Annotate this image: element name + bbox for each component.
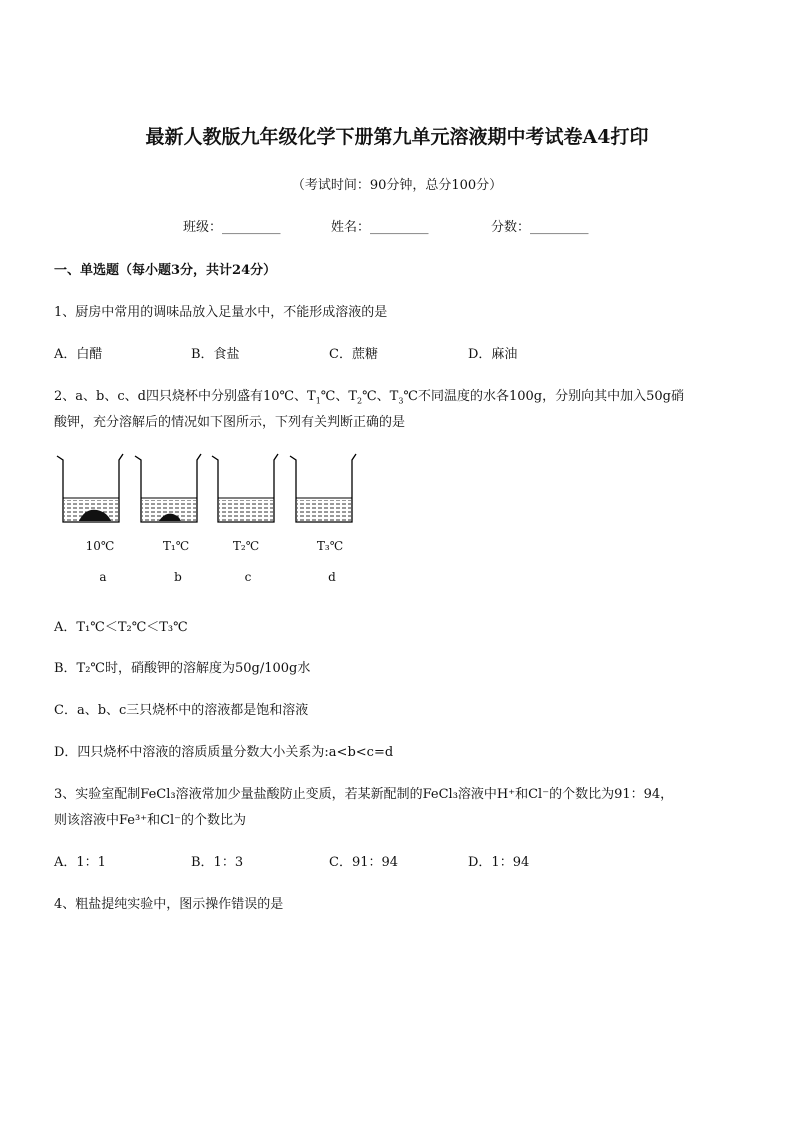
- section-heading: 一、单选题（每小题3分，共计24分）: [54, 263, 277, 278]
- question-4: 4、粗盐提纯实验中，图示操作错误的是: [54, 897, 284, 912]
- q1-option-d: D．麻油: [468, 347, 518, 362]
- beaker-b-letter: b: [174, 570, 182, 584]
- q2-option-d: D．四只烧杯中溶液的溶质质量分数大小关系为:a<b<c=d: [54, 745, 394, 760]
- exam-subtitle: （考试时间：90分钟，总分100分）: [291, 178, 503, 193]
- q1-option-a: A．白醋: [54, 347, 103, 362]
- q2-option-b: B．T₂℃时，硝酸钾的溶解度为50g/100g水: [54, 661, 311, 676]
- beaker-c-letter: c: [244, 570, 252, 584]
- question-2-line-1: 2、a、b、c、d四只烧杯中分别盛有10℃、$T_1℃$、$T_2℃$、$T_3℃$不同温度的水各100g，分别向其中加入50g硝: [54, 389, 684, 406]
- q1-option-b: B．食盐: [191, 347, 240, 362]
- name-field-label: 姓名：_________: [331, 220, 429, 235]
- q2-option-a: A．T₁℃＜T₂℃＜T₃℃: [54, 620, 188, 635]
- class-field-label: 班级：_________: [183, 220, 281, 235]
- beakers-figure: [55, 450, 365, 530]
- q3-option-a: A．1：1: [54, 855, 106, 870]
- q1-option-c: C．蔗糖: [329, 347, 378, 362]
- q3-option-b: B．1：3: [191, 855, 244, 870]
- beaker-d-temp: T₃℃: [316, 539, 344, 553]
- beaker-b: [135, 454, 201, 522]
- question-3-line-2: 则该溶液中Fe³⁺和Cl⁻的个数比为: [54, 813, 247, 828]
- beaker-c-temp: T₂℃: [232, 539, 260, 553]
- beaker-d-letter: d: [328, 570, 336, 584]
- beaker-a-letter: a: [99, 570, 107, 584]
- beaker-b-temp: T₁℃: [162, 539, 190, 553]
- q3-option-d: D．1：94: [468, 855, 530, 870]
- question-1: 1、厨房中常用的调味品放入足量水中，不能形成溶液的是: [54, 305, 388, 320]
- question-2-line-2: 酸钾，充分溶解后的情况如下图所示，下列有关判断正确的是: [54, 415, 406, 430]
- q2-option-c: C．a、b、c三只烧杯中的溶液都是饱和溶液: [54, 703, 309, 718]
- beaker-c: [212, 454, 278, 522]
- question-3-line-1: 3、实验室配制FeCl₃溶液常加少量盐酸防止变质，若某新配制的FeCl₃溶液中H⁺和Cl⁻的个数比为91：94，: [54, 787, 674, 802]
- beaker-a: [57, 454, 123, 522]
- beaker-a-temp: 10℃: [85, 539, 115, 553]
- page-title: 最新人教版九年级化学下册第九单元溶液期中考试卷A4打印: [145, 126, 649, 148]
- beaker-d: [290, 454, 356, 522]
- q3-option-c: C．91：94: [329, 855, 399, 870]
- score-field-label: 分数：_________: [491, 220, 589, 235]
